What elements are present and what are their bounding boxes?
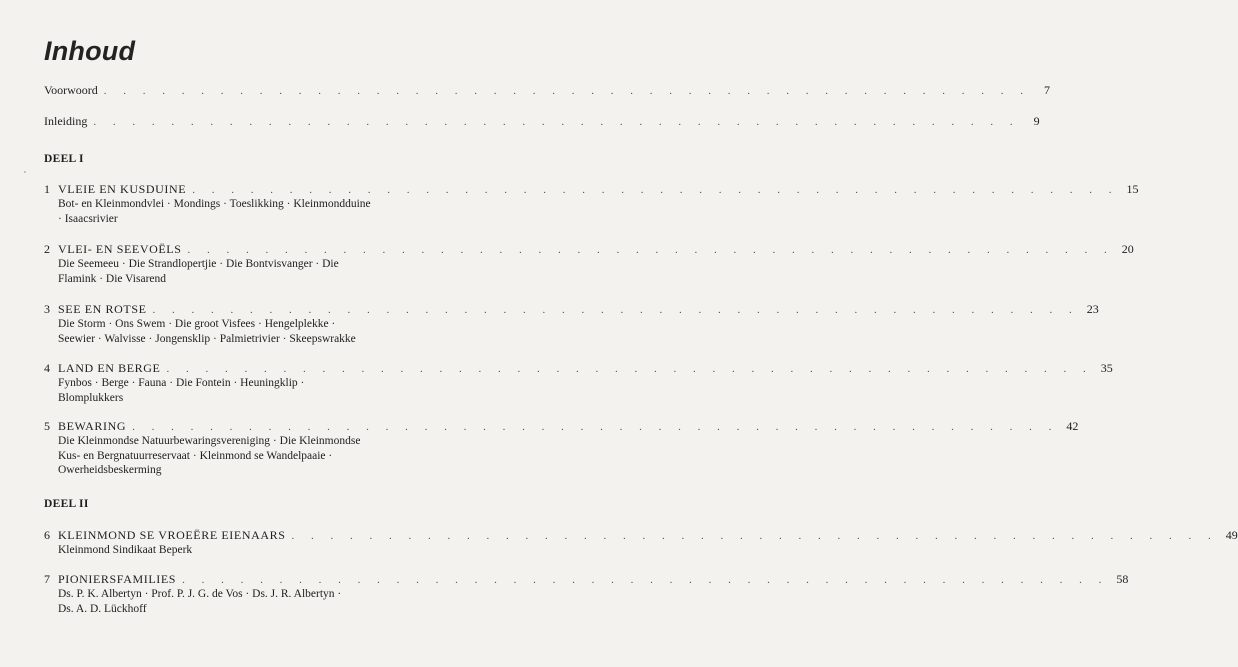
toc-chapter-6[interactable] (44, 528, 1238, 558)
chapter-topics (58, 317, 468, 346)
topic-line: Die Storm · Ons Swem · Die groot Visfees · Hengelplekke · (58, 318, 336, 330)
dot-leader: . . . . . . . . . . . . . . . . . . . . . . . . . . . . . . . . . . . . . . . . . . . . . . . . (93, 116, 1020, 128)
topic-line: Blomplukkers (58, 391, 124, 404)
toc-entry-voorwoord[interactable] (44, 83, 1051, 99)
toc-entry-inleiding[interactable] (44, 114, 1040, 130)
dot-leader: . . . . . . . . . . . . . . . . . . . . . . . . . . . . . . . . . . . . . . . . . . . . . . . . (187, 244, 1114, 256)
chapter-number: 1 (44, 182, 50, 196)
topic-line: · Isaacsrivier (58, 212, 118, 225)
part-heading-deel-ii: DEEL II (44, 498, 89, 510)
chapter-topics (58, 587, 468, 616)
toc-chapter-3[interactable] (44, 302, 1099, 346)
chapter-topics (58, 376, 468, 405)
part-heading-deel-i: DEEL I (44, 153, 84, 165)
chapter-number: 7 (44, 572, 50, 586)
dot-leader: . . . . . . . . . . . . . . . . . . . . . . . . . . . . . . . . . . . . . . . . . . . . . . . . (182, 574, 1109, 586)
toc-chapter-2[interactable] (44, 242, 1134, 286)
topic-line: Seewier · Walvisse · Jongensklip · Palmietrivier · Skeepswrakke (58, 332, 356, 345)
chapter-title: VLEIE EN KUSDUINE (58, 182, 187, 196)
page-number: 49 (1225, 528, 1238, 542)
dot-leader: . . . . . . . . . . . . . . . . . . . . . . . . . . . . . . . . . . . . . . . . . . . . . . . . (103, 85, 1031, 97)
page-number: 7 (1044, 83, 1051, 97)
topic-line: Ds. A. D. Lückhoff (58, 602, 147, 615)
topic-line: Bot- en Kleinmondvlei · Mondings · Toeslikking · Kleinmondduine (58, 198, 371, 210)
dot-leader: . . . . . . . . . . . . . . . . . . . . . . . . . . . . . . . . . . . . . . . . . . . . . . . . (132, 421, 1059, 433)
topic-line: Kus- en Bergnatuurreservaat · Kleinmond se Wandelpaaie · (58, 449, 333, 462)
chapter-title: PIONIERSFAMILIES (58, 572, 177, 586)
chapter-number: 4 (44, 361, 50, 375)
toc-chapter-1[interactable] (44, 182, 1139, 226)
page-title: Inhoud (44, 36, 136, 66)
toc-chapter-5[interactable] (44, 419, 1079, 478)
dot-leader: . . . . . . . . . . . . . . . . . . . . . . . . . . . . . . . . . . . . . . . . . . . . . . . . (152, 304, 1079, 316)
chapter-title: KLEINMOND SE VROEËRE EIENAARS (58, 528, 286, 542)
entry-label: Inleiding (44, 114, 88, 128)
chapter-title: SEE EN ROTSE (58, 302, 147, 316)
chapter-title: LAND EN BERGE (58, 361, 161, 375)
page-number: 20 (1121, 242, 1134, 256)
page-number: 15 (1126, 182, 1139, 196)
page-number: 23 (1086, 302, 1099, 316)
dot-leader: . . . . . . . . . . . . . . . . . . . . . . . . . . . . . . . . . . . . . . . . . . . . . . . . (166, 363, 1093, 375)
entry-label: Voorwoord (44, 83, 98, 97)
topic-line: Owerheidsbeskerming (58, 464, 162, 476)
dot-leader: . . . . . . . . . . . . . . . . . . . . . . . . . . . . . . . . . . . . . . . . . . . . . . . . (192, 184, 1119, 196)
topic-line: Ds. P. K. Albertyn · Prof. P. J. G. de Vos · Ds. J. R. Albertyn · (58, 588, 342, 600)
topic-line: Kleinmond Sindikaat Beperk (58, 544, 193, 556)
page-number: 35 (1100, 361, 1113, 375)
chapter-number: 3 (44, 302, 50, 316)
chapter-title: BEWARING (58, 419, 127, 433)
chapter-number: 5 (44, 419, 50, 433)
chapter-number: 6 (44, 528, 50, 542)
toc-chapter-7[interactable] (44, 572, 1129, 616)
toc-chapter-4[interactable] (44, 361, 1113, 405)
chapter-topics (58, 434, 468, 478)
chapter-topics (58, 257, 468, 286)
topic-line: Flamink · Die Visarend (58, 272, 167, 285)
chapter-topics (58, 543, 468, 558)
page-number: 42 (1066, 419, 1079, 433)
chapter-topics (58, 197, 468, 226)
chapter-number: 2 (44, 242, 50, 256)
chapter-title: VLEI- EN SEEVOËLS (58, 242, 182, 256)
topic-line: Fynbos · Berge · Fauna · Die Fontein · Heuningklip · (58, 377, 305, 389)
topic-line: Die Kleinmondse Natuurbewaringsvereniging · Die Kleinmondse (58, 435, 361, 447)
topic-line: Die Seemeeu · Die Strandlopertjie · Die Bontvisvanger · Die (58, 258, 339, 270)
dot-leader: . . . . . . . . . . . . . . . . . . . . . . . . . . . . . . . . . . . . . . . . . . . . . . . . (291, 530, 1218, 542)
paper-speck (24, 171, 26, 173)
page-number: 58 (1116, 572, 1129, 586)
page-number: 9 (1033, 114, 1040, 128)
